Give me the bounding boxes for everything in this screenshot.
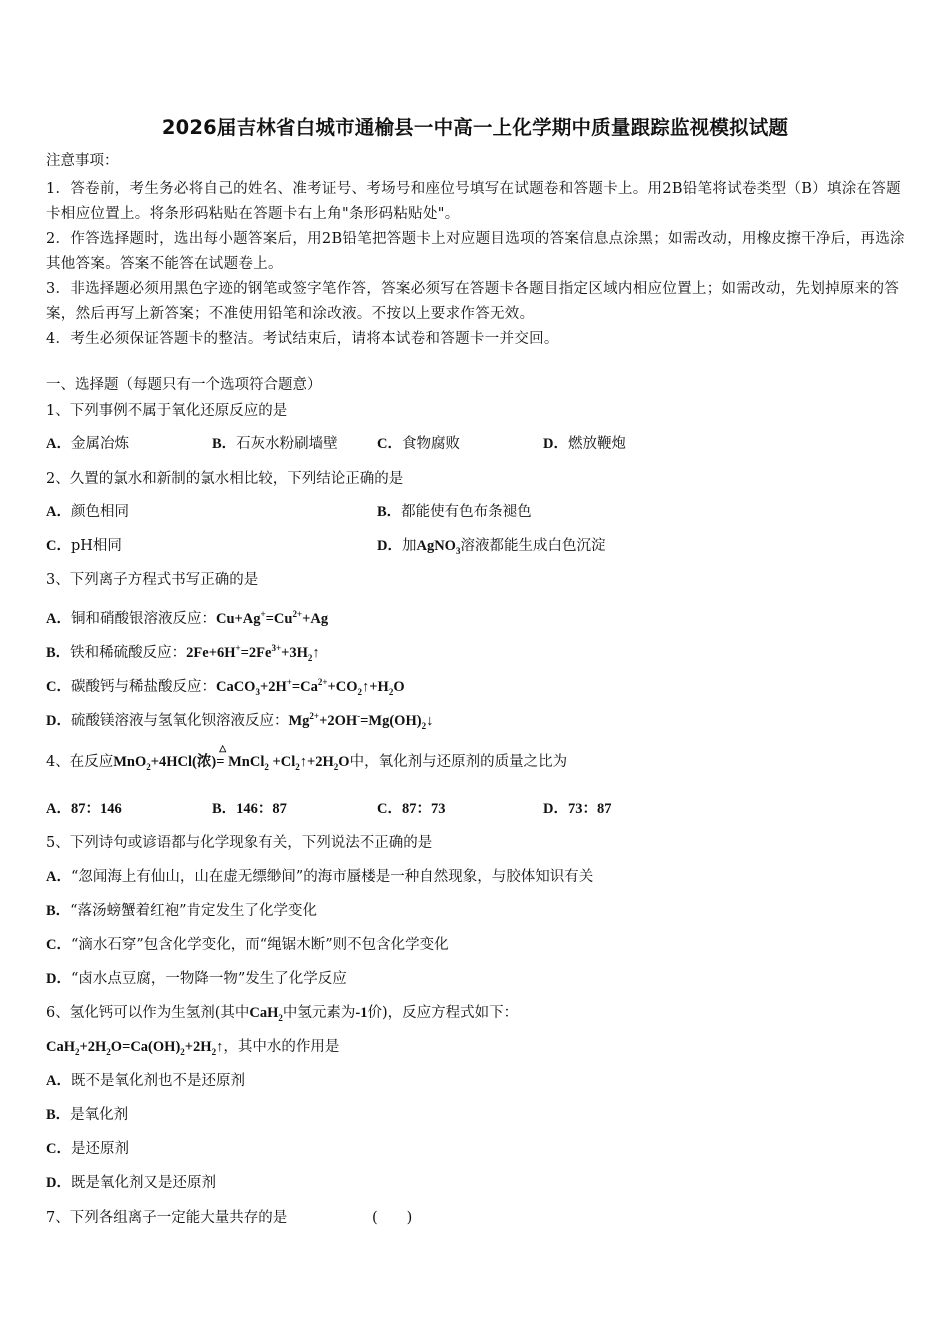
question-7-stem: 7、下列各组离子一定能大量共存的是 xyxy=(46,1210,288,1226)
option-text: “滴水石穿”包含化学变化，而“绳锯木断”则不包含化学变化 xyxy=(70,937,449,953)
question-6-option-c xyxy=(46,1139,129,1159)
option-text: 73：87 xyxy=(567,801,612,817)
option-key: A． xyxy=(46,801,71,817)
equation-tail: ，其中水的作用是 xyxy=(223,1039,340,1055)
equation: $CaCO_3+2H^+=Ca^{2+}+CO_2↑+H_2O$ xyxy=(215,677,405,697)
question-1-option-d xyxy=(543,434,626,454)
question-1-stem: 1、下列事例不属于氧化还原反应的是 xyxy=(46,403,288,419)
option-key: A． xyxy=(46,504,71,520)
option-key: B． xyxy=(212,436,237,452)
notice-item-1: 1．答卷前，考生务必将自己的姓名、准考证号、考场号和座位号填写在试题卷和答题卡上。用2B铅笔将试卷类型（B）填涂在答题卡相应位置上。将条形码粘贴在答题卡右上角"条形码粘贴处"。 xyxy=(46,181,901,222)
answer-paren: ( ) xyxy=(372,1210,413,1226)
question-5-option-a xyxy=(46,867,593,887)
notice-heading: 注意事项： xyxy=(46,153,119,169)
option-text: 既不是氧化剂也不是还原剂 xyxy=(70,1073,245,1089)
option-key: A． xyxy=(46,610,71,627)
stem-text: 4、在反应 xyxy=(46,754,114,770)
question-4-stem xyxy=(46,743,568,777)
option-text: “落汤螃蟹着红袍”肯定发生了化学变化 xyxy=(70,903,317,919)
option-key: D． xyxy=(46,971,71,987)
question-2-option-b xyxy=(377,502,532,522)
stem-text-mid: 中氢元素为 xyxy=(282,1005,356,1021)
question-2-option-c xyxy=(46,536,122,556)
notice-item-2: 2．作答选择题时，选出每小题答案后，用2B铅笔把答题卡上对应题目选项的答案信息点涂黑；如需改动，用橡皮擦干净后，再选涂其他答案。答案不能答在试题卷上。 xyxy=(46,231,905,272)
question-5-option-d xyxy=(46,969,347,989)
option-key: D． xyxy=(377,538,402,554)
option-text: 颜色相同 xyxy=(70,504,129,520)
option-text: 既是氧化剂又是还原剂 xyxy=(70,1175,216,1191)
question-2-stem: 2、久置的氯水和新制的氯水相比较，下列结论正确的是 xyxy=(46,471,404,487)
option-key: C． xyxy=(46,678,71,695)
option-text: “卤水点豆腐，一物降一物”发生了化学反应 xyxy=(70,971,347,987)
option-key: A． xyxy=(46,1073,71,1089)
option-text: 食物腐败 xyxy=(401,436,460,452)
question-3-option-a xyxy=(46,604,328,629)
question-3-option-d xyxy=(46,706,433,736)
option-key: B． xyxy=(46,903,71,919)
option-key: C． xyxy=(377,801,402,817)
option-text: 87：146 xyxy=(70,801,122,817)
option-text: 铁和稀硫酸反应： xyxy=(70,644,187,661)
question-2-option-d xyxy=(377,536,605,561)
question-3-stem: 3、下列离子方程式书写正确的是 xyxy=(46,572,259,588)
notice-item-4: 4．考生必须保证答题卡的整洁。考试结束后，请将本试卷和答题卡一并交回。 xyxy=(46,331,559,347)
option-text: 碳酸钙与稀盐酸反应： xyxy=(70,678,216,695)
stem-text: 6、氢化钙可以作为生氢剂(其中 xyxy=(46,1005,250,1021)
option-key: B． xyxy=(212,801,237,817)
section-title: 一、选择题（每题只有一个选项符合题意） xyxy=(46,377,322,393)
option-text: 是还原剂 xyxy=(70,1141,129,1157)
stem-text-tail: 价)，反应方程式如下： xyxy=(367,1005,519,1021)
option-key: C． xyxy=(377,436,402,452)
equation: $2Fe+6H^+=2Fe^{3+}+3H_2↑$ xyxy=(186,643,320,663)
option-key: A． xyxy=(46,869,71,885)
option-key: D． xyxy=(543,801,568,817)
question-4-option-b xyxy=(212,799,287,819)
question-3-option-b xyxy=(46,638,320,668)
option-text: “忽闻海上有仙山，山在虚无缥缈间”的海市蜃楼是一种自然现象，与胶体知识有关 xyxy=(70,869,594,885)
equation: $Cu+Ag^+=Cu^{2+}+Ag$ xyxy=(215,609,329,627)
option-text: 金属冶炼 xyxy=(70,436,129,452)
equation: $CaH_2+2H_2O=Ca(OH)_2+2H_2↑$ xyxy=(46,1039,224,1057)
stem-text-tail: 中，氧化剂与还原剂的质量之比为 xyxy=(349,754,568,770)
option-key: D． xyxy=(46,712,71,729)
oxidation-value: -1 xyxy=(355,1005,368,1021)
question-6-stem xyxy=(46,1003,518,1028)
question-3-option-c xyxy=(46,672,405,702)
question-4-option-a xyxy=(46,799,122,819)
option-key: A． xyxy=(46,436,71,452)
subscript: 3 xyxy=(455,545,461,556)
option-text: 加 xyxy=(401,538,417,554)
question-5-option-b xyxy=(46,901,317,921)
option-key: C． xyxy=(46,1141,71,1157)
heat-symbol: △ xyxy=(219,743,227,753)
question-1-option-a xyxy=(46,434,129,454)
notice-item-3: 3．非选择题必须用黑色字迹的钢笔或签字笔作答，答案必须写在答题卡各题目指定区域内相应位置上；如需改动，先划掉原来的答案，然后再写上新答案；不准使用铅笔和涂改液。不按以上要求作答无效。 xyxy=(46,281,900,322)
question-5-stem: 5、下列诗句或谚语都与化学现象有关，下列说法不正确的是 xyxy=(46,835,433,851)
question-1-option-c xyxy=(377,434,460,454)
question-5-option-c xyxy=(46,935,449,955)
formula: CaH$_2$ xyxy=(249,1005,283,1023)
option-text: 是氧化剂 xyxy=(70,1107,129,1123)
option-text: 铜和硝酸银溶液反应： xyxy=(70,610,216,627)
option-key: B． xyxy=(377,504,402,520)
option-key: C． xyxy=(46,937,71,953)
option-text: 硫酸镁溶液与氢氧化钡溶液反应： xyxy=(70,712,289,729)
equation: MnO$_2$+4HCl(浓) △ = MnCl$_2$ $+Cl_2↑+2H_2O$ xyxy=(113,754,349,770)
option-key: C． xyxy=(46,538,71,554)
option-text-tail: 溶液都能生成白色沉淀 xyxy=(460,538,606,554)
option-text: 146：87 xyxy=(236,801,287,817)
question-6-option-d xyxy=(46,1173,216,1193)
option-text: 石灰水粉刷墙壁 xyxy=(236,436,338,452)
page-title: 2026届吉林省白城市通榆县一中高一上化学期中质量跟踪监视模拟试题 xyxy=(161,116,789,139)
option-key: B． xyxy=(46,1107,71,1123)
option-text: 燃放鞭炮 xyxy=(567,436,626,452)
question-6-option-b xyxy=(46,1105,128,1125)
question-1-option-b xyxy=(212,434,338,454)
question-6-option-a xyxy=(46,1071,245,1091)
option-text: pH相同 xyxy=(70,538,122,554)
option-key: D． xyxy=(543,436,568,452)
formula: AgNO xyxy=(416,538,456,554)
question-4-option-d xyxy=(543,799,611,819)
option-text: 都能使有色布条褪色 xyxy=(401,504,532,520)
question-6-equation-line xyxy=(46,1037,339,1062)
question-4-option-c xyxy=(377,799,445,819)
option-key: B． xyxy=(46,644,71,661)
question-2-option-a xyxy=(46,502,129,522)
option-key: D． xyxy=(46,1175,71,1191)
equation: $Mg^{2+}+2OH^-=Mg(OH)_2↓$ xyxy=(288,711,434,731)
option-text: 87：73 xyxy=(401,801,446,817)
